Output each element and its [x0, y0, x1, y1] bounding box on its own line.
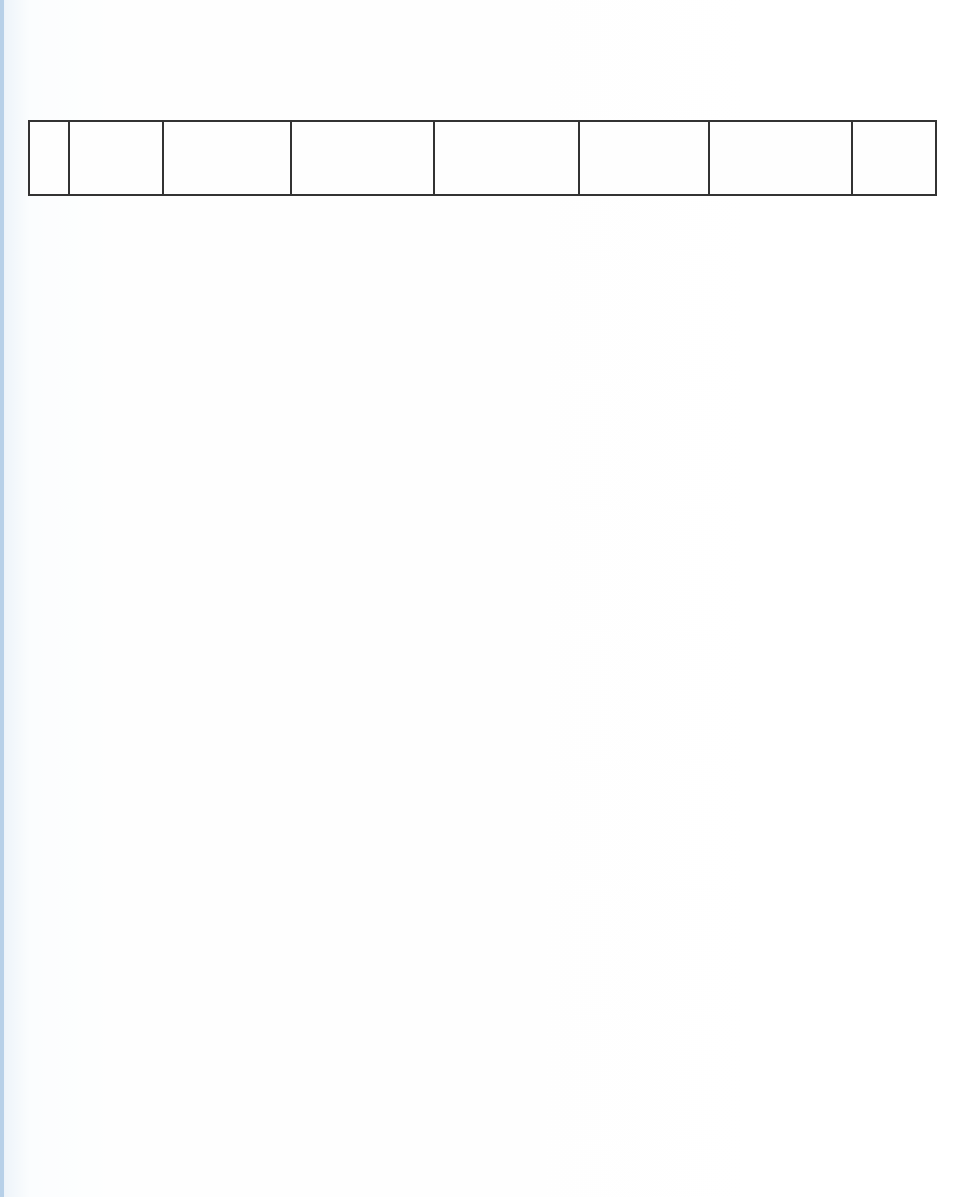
header-cell — [163, 121, 291, 195]
page-edge-strip — [0, 0, 4, 1197]
header-cell — [852, 121, 936, 195]
header-cell — [579, 121, 709, 195]
header-row — [29, 121, 936, 195]
header-cell — [291, 121, 434, 195]
header-cell — [434, 121, 579, 195]
header-cell — [69, 121, 163, 195]
exam-subjects-table — [28, 120, 937, 196]
header-cell — [709, 121, 852, 195]
header-cell — [29, 121, 69, 195]
